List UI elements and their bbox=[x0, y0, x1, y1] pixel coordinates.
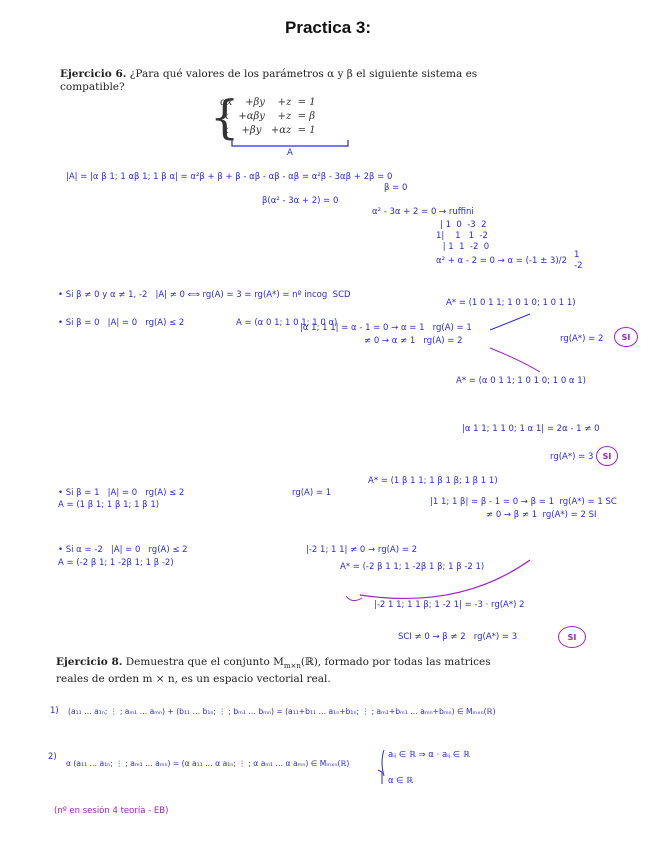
exercise-8-statement bbox=[56, 656, 526, 686]
result-circle-si-1: SI bbox=[614, 327, 638, 347]
exercise-6-text: ¿Para qué valores de los parámetros α y β el siguiente sistema es compatible? bbox=[60, 68, 478, 93]
page-title: Practica 3: bbox=[285, 18, 371, 37]
quadratic-roots: 1 -2 bbox=[574, 250, 583, 271]
case-beta-zero: • Si β = 0 |A| = 0 rg(A) ≤ 2 bbox=[58, 318, 185, 328]
result-circle-si-2: SI bbox=[596, 446, 618, 466]
part-2-scalar-closure: α (a₁₁ … a₁ₙ; ⋮ ; aₘ₁ … aₘₙ) = (α a₁₁ … α a₁ₙ; ⋮ ; α aₘ₁ … α aₘₙ) ∈ Mₘₓₙ(ℝ) bbox=[66, 759, 350, 768]
part-2-side-condition-1: aᵢⱼ ∈ ℝ ⇒ α · aᵢⱼ ∈ ℝ bbox=[388, 750, 470, 760]
case4-minor-3x3: |-2 1 1; 1 1 β; 1 -2 1| = -3 · rg(A*) 2 bbox=[374, 600, 525, 610]
case2-minor-nonzero: ≠ 0 → α ≠ 1 rg(A) = 2 bbox=[364, 336, 463, 346]
part-2-side-condition-2: α ∈ ℝ bbox=[388, 776, 414, 786]
brace-label: A bbox=[287, 148, 293, 158]
case2-augmented-2: A* = (α 0 1 1; 1 0 1 0; 1 0 α 1) bbox=[456, 376, 586, 386]
exercise-8-subscript: m×n bbox=[283, 662, 301, 671]
part-2-label: 2) bbox=[48, 752, 57, 762]
part-1-label: 1) bbox=[50, 706, 59, 716]
case4-matrix-A: A = (-2 β 1; 1 -2β 1; 1 β -2) bbox=[58, 558, 174, 568]
exercise-8-label: Ejercicio 8. bbox=[56, 656, 123, 668]
case2-minor: |α 1; 1 1| = α - 1 = 0 → α = 1 rg(A) = 1 bbox=[300, 323, 472, 333]
exercise-8-text-2: (ℝ), formado por todas las matrices reales de orden m × n, es un espacio vectorial real. bbox=[56, 656, 491, 686]
beta-zero-root: β = 0 bbox=[384, 183, 408, 193]
case-beta-one: • Si β = 1 |A| = 0 rg(A) ≤ 2 bbox=[58, 488, 185, 498]
case3-rank: rg(A) = 1 bbox=[292, 488, 332, 498]
equation-row-1: αx +βy +z = 1 bbox=[220, 97, 316, 108]
part-1-sum-closure: (a₁₁ … a₁ₙ; ⋮ ; aₘ₁ … aₘₙ) + (b₁₁ … b₁ₙ; ⋮ ; bₘ₁ … bₘₙ) = (a₁₁+b₁₁ … a₁ₙ+b₁ₙ; ⋮ ; aₘ₁+bₘ₁ … aₘₙ+bₘₙ) ∈ Mₘₓₙ(ℝ) bbox=[68, 707, 496, 716]
case3-minor: |1 1; 1 β| = β - 1 = 0 → β = 1 rg(A*) = 1 SC bbox=[430, 497, 617, 507]
ruffini-row-1: | 1 0 -3 2 bbox=[440, 220, 487, 230]
quadratic-solution: α² + α - 2 = 0 → α = (-1 ± 3)/2 bbox=[436, 256, 567, 266]
case4-minor: |-2 1; 1 1| ≠ 0 → rg(A) = 2 bbox=[306, 545, 417, 555]
exercise-6-label: Ejercicio 6. bbox=[60, 68, 127, 80]
case3-matrix-A: A = (1 β 1; 1 β 1; 1 β 1) bbox=[58, 500, 160, 510]
session-note: (nº en sesión 4 teoría - EB) bbox=[54, 806, 169, 816]
case-alpha-minus-two: • Si α = -2 |A| = 0 rg(A) ≤ 2 bbox=[58, 545, 188, 555]
case3-augmented: A* = (1 β 1 1; 1 β 1 β; 1 β 1 1) bbox=[368, 476, 498, 486]
case2-augmented-1: A* = (1 0 1 1; 1 0 1 0; 1 0 1 1) bbox=[446, 298, 576, 308]
case2-minor-3x3: |α 1 1; 1 1 0; 1 α 1| = 2α - 1 ≠ 0 bbox=[462, 424, 600, 434]
ruffini-row-3: | 1 1 -2 0 bbox=[440, 242, 490, 252]
case-beta-nonzero: • Si β ≠ 0 y α ≠ 1, -2 |A| ≠ 0 ⟺ rg(A) = 3 = rg(A*) = nº incog SCD bbox=[58, 290, 351, 300]
result-circle-si-3: SI bbox=[558, 626, 586, 648]
case2-rank-1: rg(A*) = 2 bbox=[560, 334, 604, 344]
determinant-line: |A| = |α β 1; 1 αβ 1; 1 β α| = α²β + β + β - αβ - αβ - αβ = α²β - 3αβ + 2β = 0 bbox=[66, 172, 393, 182]
equation-row-3: x +βy +αz = 1 bbox=[220, 125, 316, 136]
ruffini-row-2: 1| 1 1 -2 bbox=[436, 231, 488, 241]
case3-minor-nonzero: ≠ 0 → β ≠ 1 rg(A*) = 2 SI bbox=[486, 510, 597, 520]
case4-augmented: A* = (-2 β 1 1; 1 -2β 1 β; 1 β -2 1) bbox=[340, 562, 485, 572]
equation-row-2: x +αβy +z = β bbox=[220, 111, 315, 122]
factorization: β(α² - 3α + 2) = 0 bbox=[262, 196, 339, 206]
case2-matrix-A: A = (α 0 1; 1 0 1; 1 0 α) bbox=[236, 318, 338, 328]
exercise-8-text: Demuestra que el conjunto M bbox=[125, 656, 284, 668]
quadratic-ruffini: α² - 3α + 2 = 0 → ruffini bbox=[372, 207, 474, 217]
left-brace: { bbox=[210, 90, 240, 144]
case2-rank-2: rg(A*) = 3 bbox=[550, 452, 594, 462]
case4-final: SCI ≠ 0 → β ≠ 2 rg(A*) = 3 bbox=[398, 632, 518, 642]
